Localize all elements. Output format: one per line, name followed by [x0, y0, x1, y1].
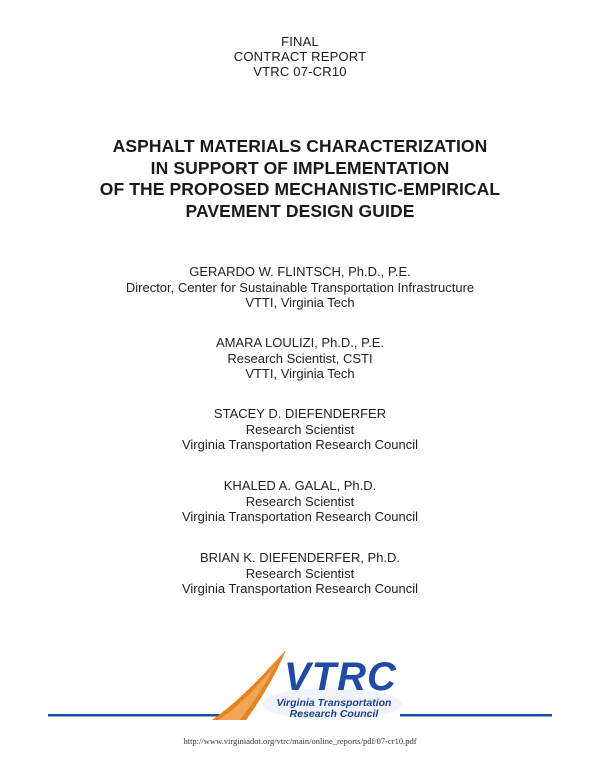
report-status: FINAL [281, 34, 319, 49]
vtrc-logo [0, 640, 600, 730]
vtrc-wordmark: VTRC [284, 655, 397, 699]
report-url[interactable]: http://www.virginiadot.org/vtrc/main/online_reports/pdf/07-cr10.pdf [183, 736, 417, 746]
report-number: VTRC 07-CR10 [253, 64, 347, 79]
logo-subtitle-line: Research Council [289, 708, 379, 720]
left-rule [48, 714, 230, 717]
author-org: VTTI, Virginia Tech [245, 295, 355, 310]
report-header [0, 34, 600, 79]
author-block [0, 264, 600, 311]
author-name: STACEY D. DIEFENDERFER [213, 406, 387, 421]
right-rule [400, 714, 552, 717]
author-block [0, 550, 600, 597]
author-role: Research Scientist [245, 565, 355, 581]
author-name: KHALED A. GALAL, Ph.D. [223, 478, 377, 493]
author-block [0, 478, 600, 525]
report-type: CONTRACT REPORT [233, 49, 367, 64]
title-line: IN SUPPORT OF IMPLEMENTATION [150, 157, 450, 178]
author-role: Director, Center for Sustainable Transportation Infrastructure [125, 279, 475, 295]
author-block [0, 335, 600, 382]
logo-subtitle-line: Virginia Transportation [276, 697, 392, 709]
author-role: Research Scientist [245, 493, 355, 509]
title-line: ASPHALT MATERIALS CHARACTERIZATION [112, 136, 488, 156]
author-role: Research Scientist, CSTI [227, 350, 373, 366]
author-name: BRIAN K. DIEFENDERFER, Ph.D. [199, 550, 401, 565]
title-line: OF THE PROPOSED MECHANISTIC-EMPIRICAL [99, 179, 501, 199]
report-title [0, 136, 600, 222]
author-role: Research Scientist [245, 421, 355, 437]
author-org: Virginia Transportation Research Council [181, 437, 419, 452]
author-org: VTTI, Virginia Tech [245, 366, 355, 381]
author-block [0, 406, 600, 453]
author-name: GERARDO W. FLINTSCH, Ph.D., P.E. [189, 264, 411, 279]
title-line: PAVEMENT DESIGN GUIDE [185, 200, 415, 221]
author-org: Virginia Transportation Research Council [181, 509, 419, 524]
author-org: Virginia Transportation Research Council [181, 581, 419, 596]
author-name: AMARA LOULIZI, Ph.D., P.E. [215, 335, 385, 350]
